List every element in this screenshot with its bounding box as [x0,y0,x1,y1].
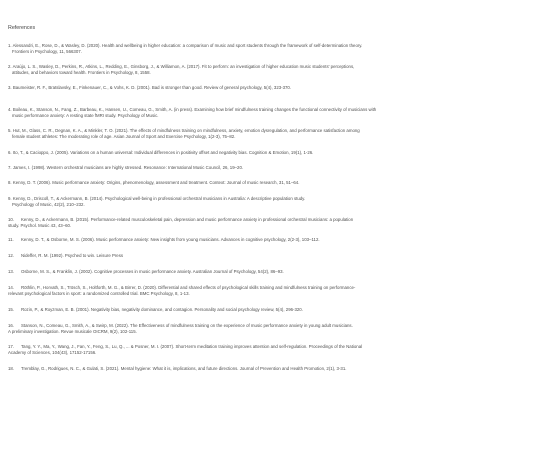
reference-text: Stanson, N., Comeau, G., Smith, A., & Swirp, M. (2022). The Effectiveness of mindfulness training on the experience of music performance anxiety in young adult musicians. [21,323,353,328]
reference-number: 8. [8,180,12,185]
reference-item [8,269,528,275]
reference-number: 7. [8,165,12,170]
reference-text: James, I. (1998). Western orchestral musicians are highly stressed. Resonance: International Music Council, 26, 19–20. [12,165,244,170]
reference-item [8,64,528,76]
reference-number: 4. [8,107,12,112]
reference-text-continued: study. Psychol. Music 43, 43–60. [8,223,72,229]
references-heading: References [8,25,36,31]
reference-number: 5. [8,128,12,133]
reference-number: 3. [8,85,12,90]
reference-text: Tang, Y. Y., Ma, Y., Wang, J., Fan, Y., Feng, S., Lu, Q., ... & Posner, M. I. (2007). Short-term meditation training improves attention and self-regulation. Proceedings of the National [21,344,363,349]
reference-item [8,237,528,243]
reference-text: Tremblay, G., Rodrigues, N. C., & Gulati, S. (2021). Mental hygiene: What it is, implications, and future directions. Journal of Prevention and Health Promotion, 2(1), 3-31. [21,366,347,371]
reference-text-continued: attitudes, and behaviors toward health. Frontiers in Psychology, 8, 1558. [12,70,151,76]
reference-number: 11. [8,237,14,242]
reference-item [8,150,528,156]
reference-item [8,307,528,313]
reference-number: 2. [8,64,12,69]
reference-text: Kenny, D. T. (2006). Music performance anxiety: Origins, phenomenology, assessment and treatment. Context: Journal of music research, 31, 51–64. [12,180,300,185]
reference-text: Baumeister, R. F., Bratslavsky, E., Finkenauer, C., & Vohs, K. D. (2001). Bad is stronger than good. Review of general psychology, 5(4), 323-370. [12,85,292,90]
reference-item [8,43,528,55]
reference-text-continued: A preliminary investigation. Revue musicale OICRM, 9(2), 102-115. [8,329,137,335]
reference-number: 16. [8,323,15,328]
reference-text: Osborne, M. S., & Franklin, J. (2002). Cognitive processes in music performance anxiety. Australian Journal of Psychology, 54(2), 86–93. [21,269,284,274]
reference-item [8,366,528,372]
reference-text: Araújo, L. S., Wasley, D., Perkins, R., Atkins, L., Redding, E., Ginsborg, J., & Williamon, A. (2017). Fit to perform: an investigation of higher education music students' perceptions, [12,64,355,69]
reference-number: 1. [8,43,12,48]
reference-item [8,285,528,297]
reference-text: Rozin, P., & Royzman, E. B. (2001). Negativity bias, negativity dominance, and contagion. Personality and social psychology review, 5(4), 296-320. [21,307,303,312]
reference-text-continued: Psychology of Music, 42(2), 210–232. [12,202,85,208]
reference-text-continued: relevant psychological factors in sport: a randomized controlled trial. BMC Psychology, 8, 1-13. [8,291,190,297]
reference-item [8,344,528,356]
reference-item [8,323,528,335]
reference-number: 13. [8,269,15,274]
reference-text: Röthlin, P., Horvath, S., Trösch, S., Holtforth, M. G., & Birrer, D. (2020). Differential and shared effects of psychological skills training and mindfulness training on performance- [21,285,356,290]
reference-item [8,217,528,229]
reference-number: 15. [8,307,15,312]
reference-number: 17. [8,344,15,349]
reference-number: 6. [8,150,12,155]
reference-number: 12. [8,253,15,258]
reference-text: Alessandri, E., Rose, D., & Wasley, D. (2020). Health and wellbeing in higher education: a comparison of music and sport students through the framework of self-determination theory. [12,43,363,48]
reference-item [8,180,528,186]
reference-text: Kenny, D. T., & Osborne, M. S. (2006). Music performance anxiety: New insights from young musicians. Advances in cognitive psychology, 2(2-3), 103–112. [21,237,320,242]
reference-number: 18. [8,366,15,371]
reference-text-continued: Academy of Sciences, 104(43), 17152-17156. [8,350,97,356]
reference-text: Hut, M., Glass, C. R., Degnan, K. A., & Minkler, T. O. (2021). The effects of mindfulness training on mindfulness, anxiety, emotion dysregulation, and performance satisfaction among [12,128,360,133]
reference-text: Ito, T., & Cacioppo, J. (2005). Variations on a human universal: Individual differences in positivity offset and negativity bias. Cognition & Emotion, 19(1), 1-26. [12,150,314,155]
reference-text-continued: music performance anxiety: A resting state fMRI study. Psychology of Music. [12,113,159,119]
reference-text: Nideffer, R. M. (1992). Psyched to win. Leisure Press [21,253,124,258]
reference-item [8,196,528,208]
reference-item [8,85,528,91]
reference-text: Kenny, D., Driscoll, T., & Ackermann, B. (2014). Psychological well-being in professional orchestral musicians in Australia: A descriptive population study. [12,196,306,201]
reference-number: 14. [8,285,15,290]
reference-number: 9. [8,196,12,201]
reference-item [8,107,528,119]
reference-text: Boileau, K., Stanson, N., Fang, Z., Barbeau, K., Hansen, U., Comeau, G., Smith, A. (in press). Examining how brief mindfulness training changes the functional connectivity of musicians with [12,107,377,112]
reference-item [8,253,528,259]
reference-item [8,128,528,140]
reference-text-continued: Frontiers in Psychology, 11, 566307. [12,49,82,55]
reference-text-continued: female student athletes: The moderating role of age. Asian Journal of Sport and Exercise Psychology, 1(2-3), 75–82. [12,134,236,140]
reference-number: 10. [8,217,15,222]
reference-text: Kenny, D., & Ackermann, B. (2015). Performance-related musculoskeletal pain, depression and music performance anxiety in professional orchestral musicians: a population [21,217,354,222]
reference-item [8,165,528,171]
